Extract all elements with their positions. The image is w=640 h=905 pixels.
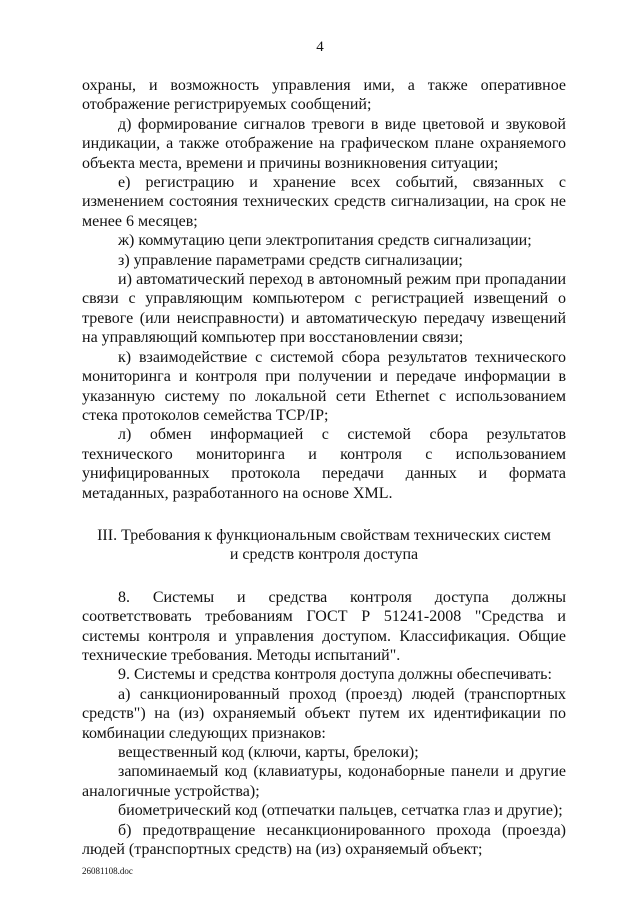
paragraph: л) обмен информацией с системой сбора результатов технического мониторинга и контроля с использованием унифицированных протокола передачи данных и формата метаданных, разработанного на основе XML.	[82, 426, 566, 502]
section-heading	[82, 526, 566, 565]
paragraph: ж) коммутацию цепи электропитания средств сигнализации;	[118, 232, 532, 250]
paragraph: е) регистрацию и хранение всех событий, связанных с изменением состояния технических средств сигнализации, на срок не менее 6 месяцев;	[82, 174, 566, 230]
paragraph: биометрический код (отпечатки пальцев, сетчатка глаз и другие);	[118, 802, 563, 820]
paragraph: к) взаимодействие с системой сбора результатов технического мониторинга и контроля при получении и передаче информации в указанную систему по локальной сети Ethernet с использованием стека протоколов семейства TCP/IP;	[82, 348, 566, 424]
paragraph: и) автоматический переход в автономный режим при пропадании связи с управляющим компьютером с регистрацией извещений о тревоге (или неисправности) и автоматическую передачу извещений на управляющий компьютер при восстановлении связи;	[82, 271, 566, 347]
paragraph: б) предотвращение несанкционированного прохода (проезда) людей (транспортных средств) на (из) охраняемый объект;	[82, 821, 566, 859]
paragraph: запоминаемый код (клавиатуры, кодонаборные панели и другие аналогичные устройства);	[82, 763, 566, 800]
section-heading-line-2: и средств контроля доступа	[229, 546, 419, 564]
paragraph-group-top	[82, 76, 566, 503]
paragraph: а) санкционированный проход (проезд) людей (транспортных средств") на (из) охраняемый объект путем их идентификации по комбинации следующих признаков:	[82, 685, 566, 742]
paragraph: 9. Системы и средства контроля доступа должны обеспечивать:	[118, 666, 552, 684]
section-heading-line-1: III. Требования к функциональным свойствам технических систем	[97, 526, 551, 544]
paragraph: з) управление параметрами средств сигнализации;	[118, 251, 463, 269]
file-name-footer: 26081108.doc	[82, 866, 133, 876]
document-body	[82, 76, 566, 859]
page-number: 4	[316, 39, 324, 55]
paragraph: вещественный код (ключи, карты, брелоки);	[118, 744, 419, 761]
paragraph: охраны, и возможность управления ими, а также оперативное отображение регистрируемых сообщений;	[82, 77, 566, 114]
paragraph-group-bottom	[82, 588, 566, 860]
paragraph: 8. Системы и средства контроля доступа должны соответствовать требованиям ГОСТ Р 51241-2008 "Средства и системы контроля и управления доступом. Классификация. Общие технические требования. Методы испытаний".	[82, 588, 566, 664]
paragraph: д) формирование сигналов тревоги в виде цветовой и звуковой индикации, а также отображение на графическом плане охраняемого объекта места, времени и причины возникновения ситуации;	[82, 115, 566, 172]
